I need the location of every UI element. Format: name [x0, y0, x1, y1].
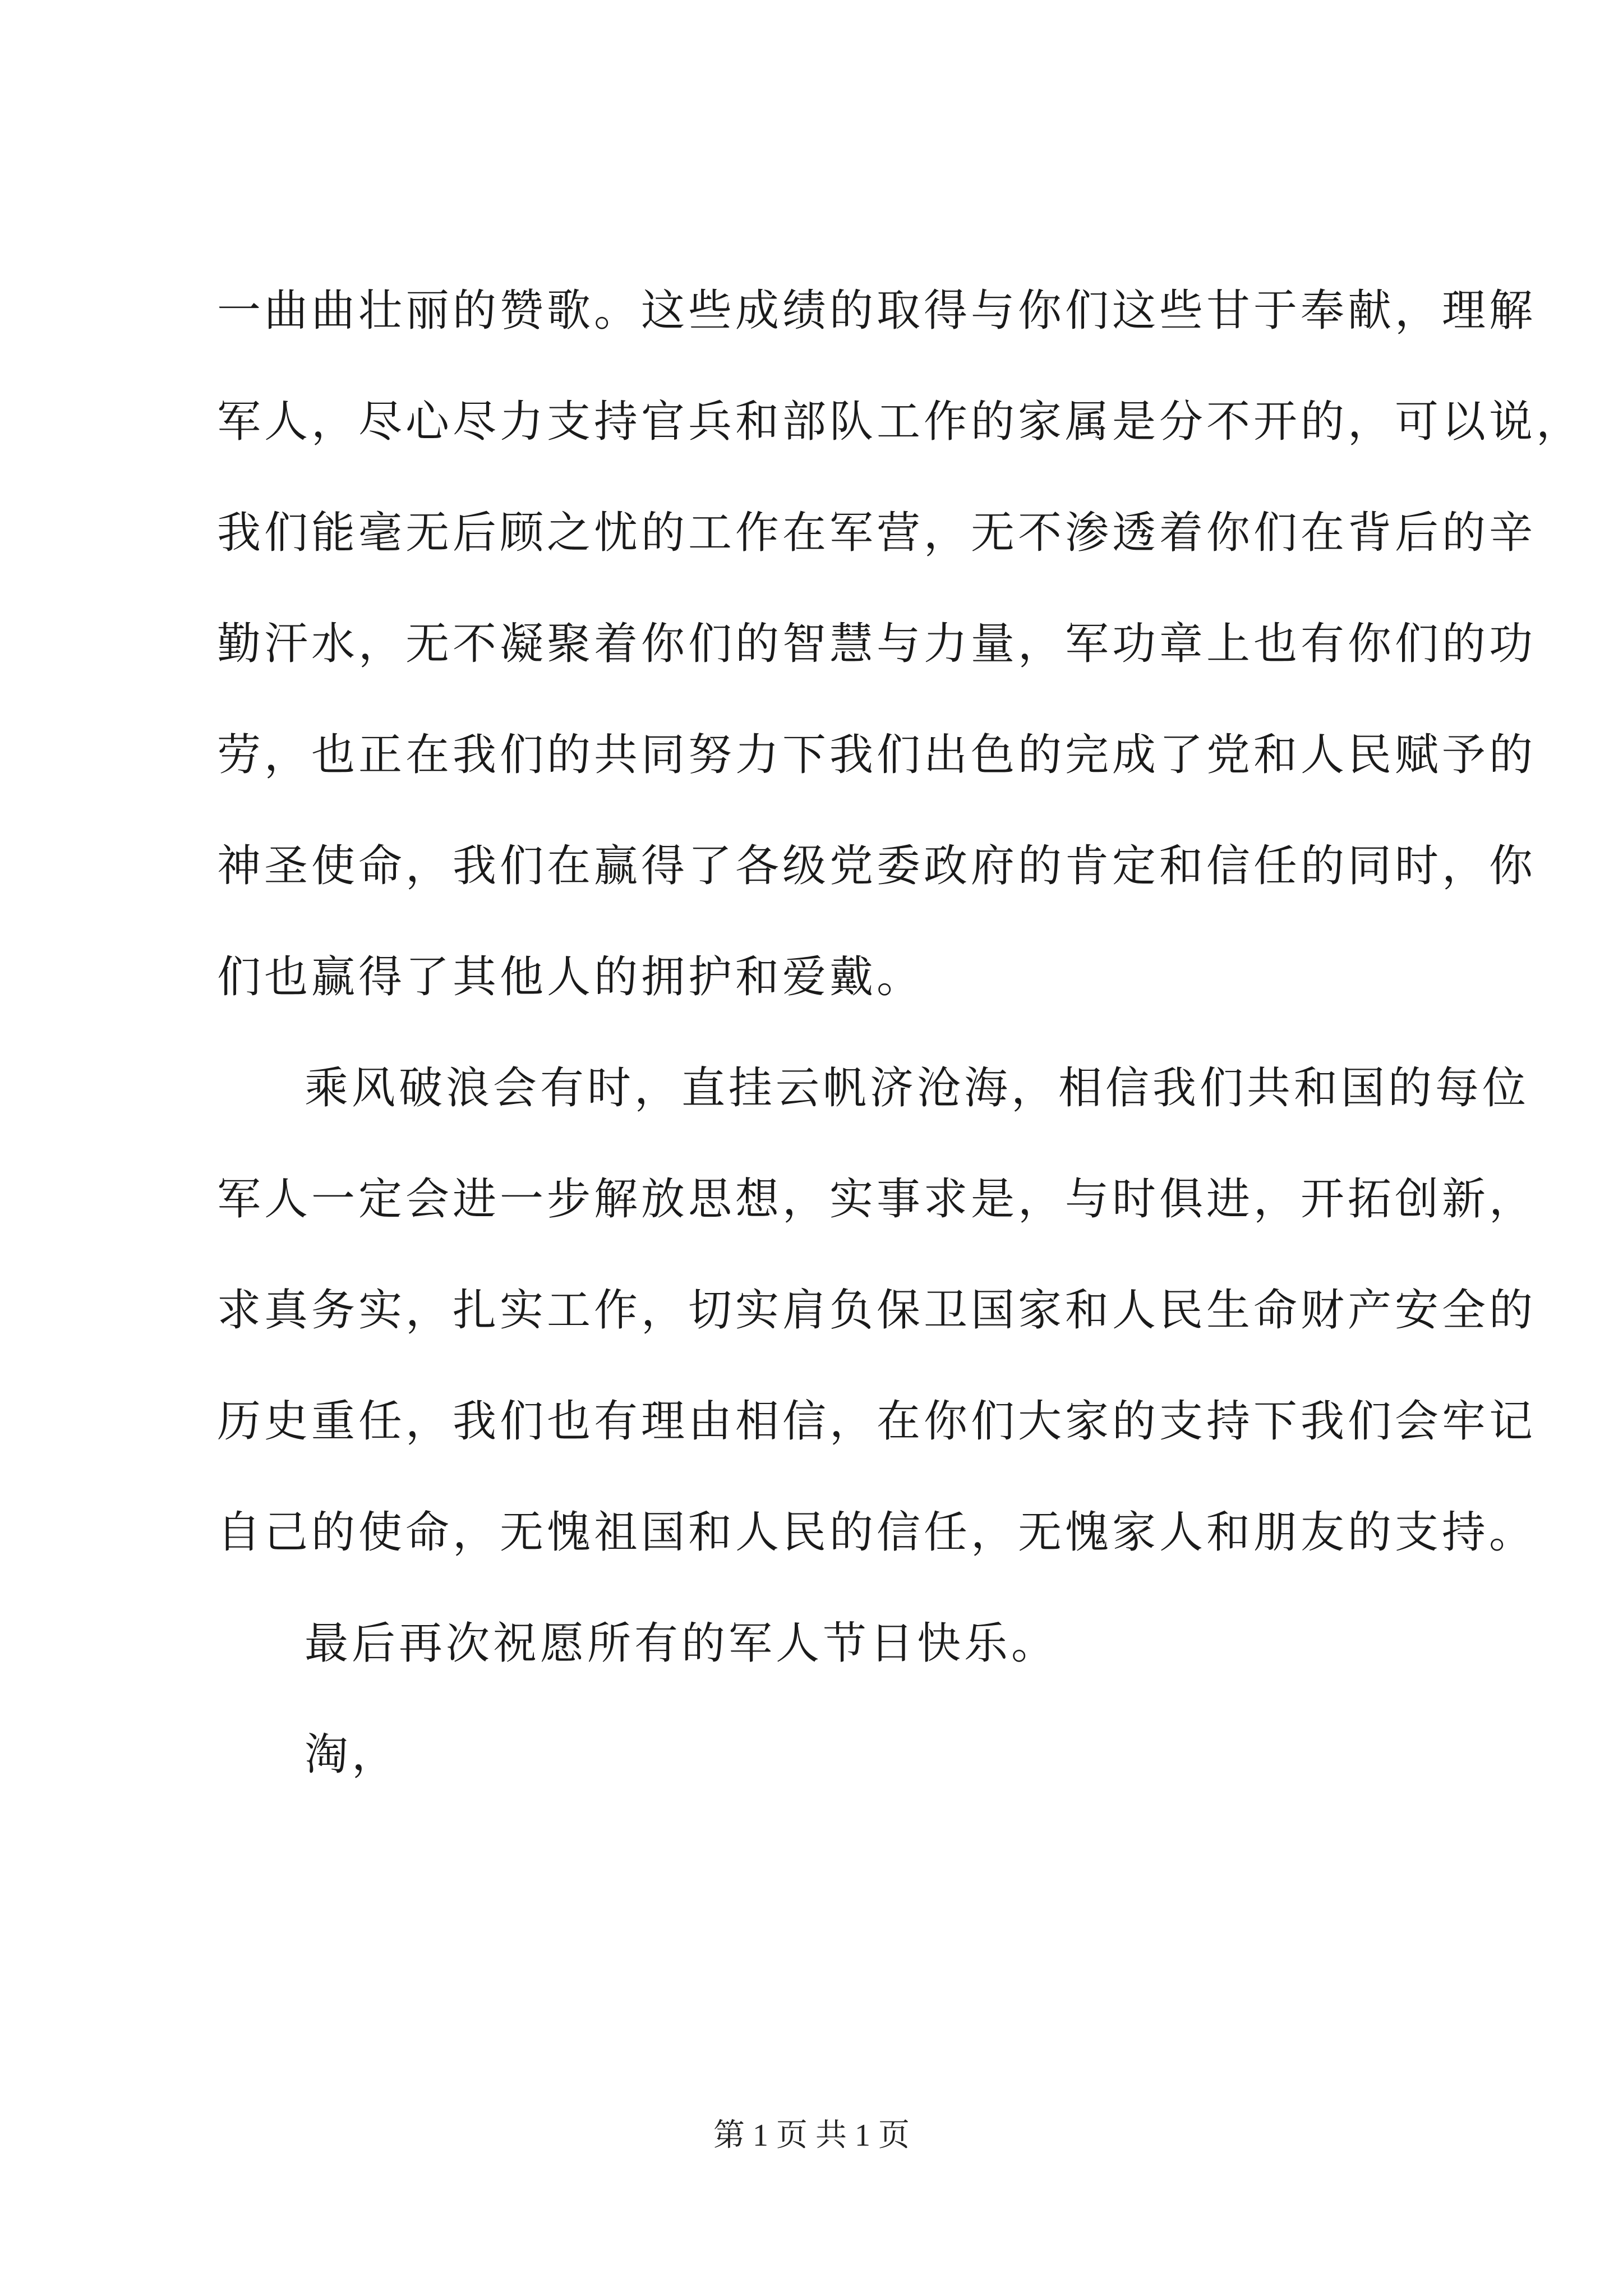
- paragraph-1-line-2: 军人，尽心尽力支持官兵和部队工作的家属是分不开的，可以说，: [217, 397, 1584, 447]
- paragraph-2-line-3: 求真务实，扎实工作，切实肩负保卫国家和人民生命财产安全的: [217, 1285, 1537, 1336]
- paragraph-1-line-1: 一曲曲壮丽的赞歌。这些成绩的取得与你们这些甘于奉献，理解: [217, 286, 1537, 336]
- paragraph-1-line-3: 我们能毫无后顾之忧的工作在军营，无不渗透着你们在背后的辛: [217, 508, 1537, 558]
- document-body: [217, 255, 1584, 1810]
- paragraph-1-line-5: 劳，也正在我们的共同努力下我们出色的完成了党和人民赋予的: [217, 730, 1537, 780]
- paragraph-1-line-4: 勤汗水，无不凝聚着你们的智慧与力量，军功章上也有你们的功: [217, 619, 1537, 669]
- paragraph-4-line-1: 淘，: [305, 1729, 399, 1780]
- paragraph-2-line-5: 自己的使命，无愧祖国和人民的信任，无愧家人和朋友的支持。: [217, 1507, 1537, 1558]
- paragraph-3-line-1: 最后再次祝愿所有的军人节日快乐。: [305, 1618, 1059, 1669]
- page-number-label: 第 1 页 共 1 页: [713, 2118, 910, 2153]
- paragraph-2-line-1: 乘风破浪会有时，直挂云帆济沧海，相信我们共和国的每位: [305, 1063, 1530, 1114]
- paragraph-2-line-2: 军人一定会进一步解放思想，实事求是，与时俱进，开拓创新，: [217, 1174, 1537, 1225]
- paragraph-1-line-6: 神圣使命，我们在赢得了各级党委政府的肯定和信任的同时，你: [217, 841, 1537, 891]
- page-footer: [0, 2110, 1623, 2155]
- paragraph-1-line-7: 们也赢得了其他人的拥护和爱戴。: [217, 952, 924, 1002]
- paragraph-2-line-4: 历史重任，我们也有理由相信，在你们大家的支持下我们会牢记: [217, 1396, 1537, 1447]
